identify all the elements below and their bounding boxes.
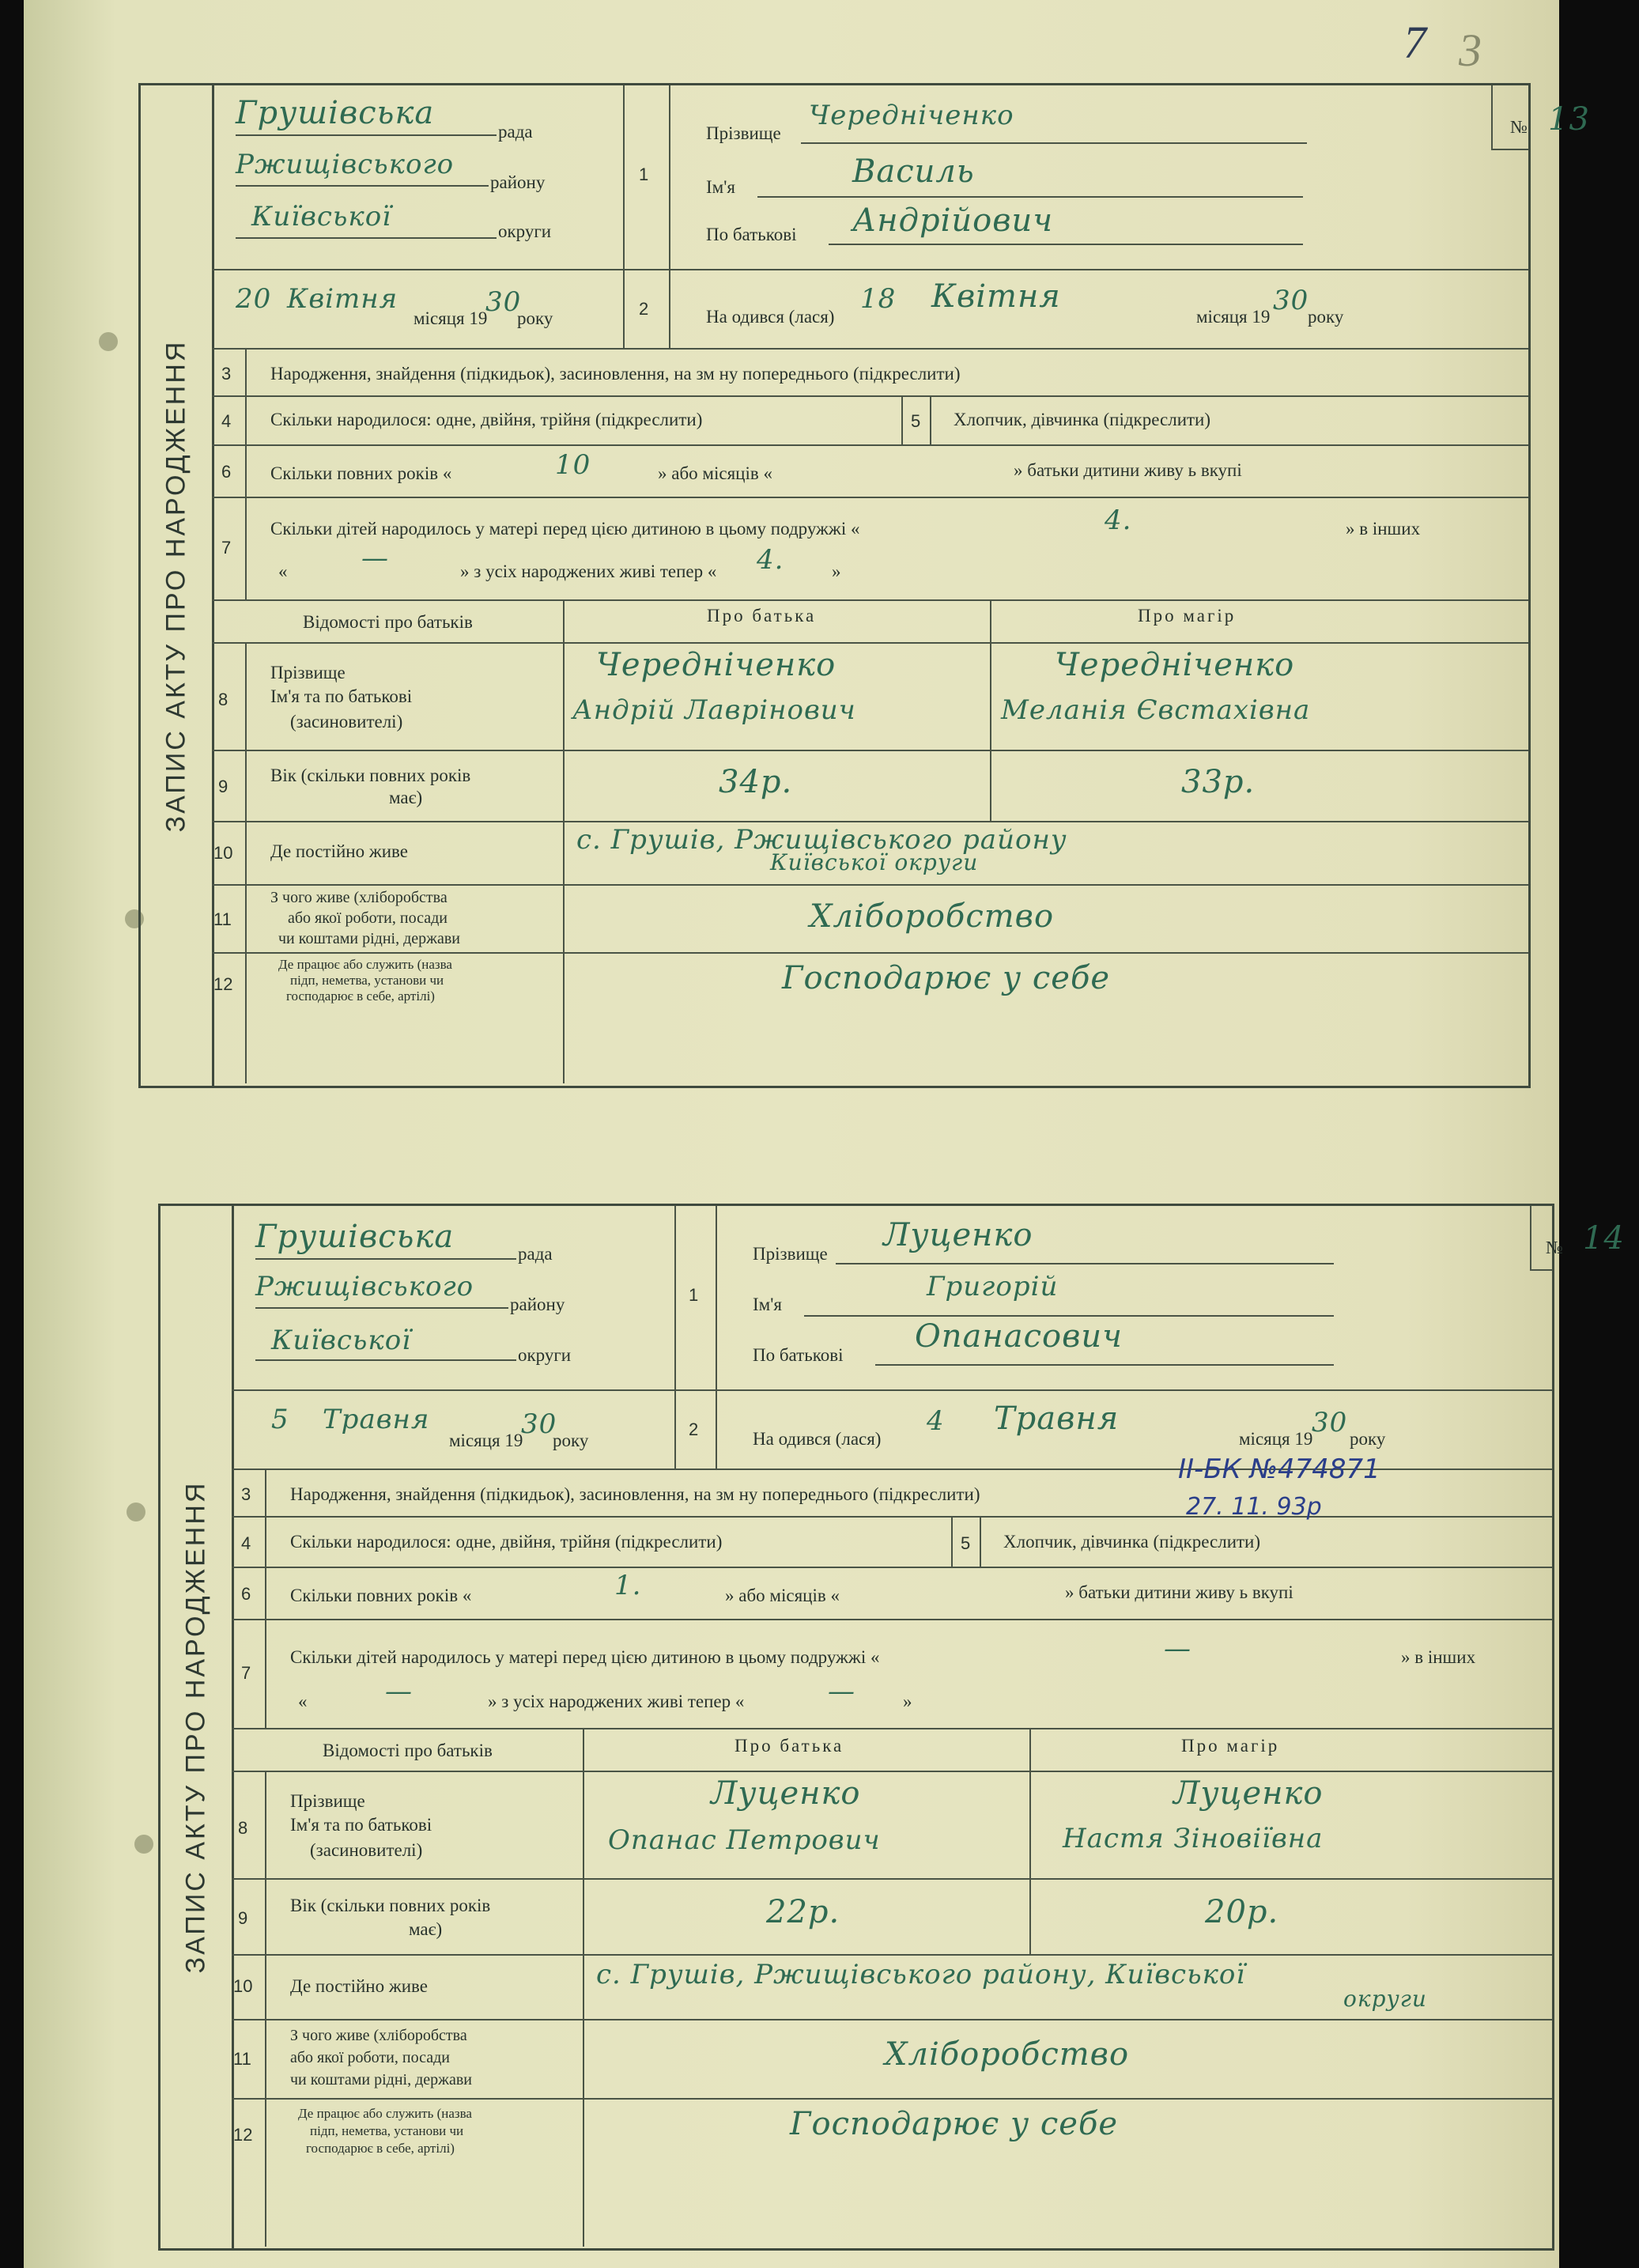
patronymic-label: По батькові <box>706 225 797 244</box>
binding-hole <box>127 1503 145 1521</box>
occupation: Хліборобство <box>885 2036 1130 2073</box>
surname-label: Прізвище <box>706 123 781 143</box>
rada-value: Грушівська <box>236 95 435 131</box>
name-label: Ім'я <box>706 177 735 197</box>
child-name: Василь <box>852 153 975 190</box>
certificate-stamp-date: 27. 11. 93р <box>1186 1493 1322 1521</box>
certificate-stamp-number: ІІ-БК №474871 <box>1178 1453 1380 1485</box>
years-together: 1. <box>614 1570 642 1601</box>
children-other: — <box>361 542 389 574</box>
residence: с. Грушів, Ржищівського району, Київської <box>596 1959 1246 1990</box>
father-name: Андрій Лаврінович <box>572 694 856 726</box>
workplace: Господарює у себе <box>790 2106 1119 2142</box>
record-number: 13 <box>1548 101 1590 138</box>
birth-month: Квітня <box>931 278 1061 315</box>
record-number: 14 <box>1583 1220 1625 1257</box>
record-dates-row: 20 Квітня місяця 19 30 року 2 На одився (лася) 18 Квітня місяця 19 30 року <box>212 269 1528 350</box>
record-side-title: ЗАПИС АКТУ ПРО НАРОДЖЕННЯ <box>141 85 214 1086</box>
birth-record-14: ЗАПИС АКТУ ПРО НАРОДЖЕННЯ Грушівська рада Ржищівського району Київської округи 1 Прізвище Луценко Ім'я Григорій По батькові Опанасович № 14 5 Травня місяця 19 30 року 2 На одився (лася) 4 Травня місяця 19 30 року 3 Народження, знайдення (підкидьок), засиновлення, на зм ну попереднього (підкреслити) 4 Скільки народилося: одне, двійня, трійня (підкреслити) 5 Хлопчик, дівчинка (підкреслити) 6 Скільки повних років « 1. » або місяців « » батьки дитини живу ь вкупі 7 Скільки дітей народилось у матері перед цією дитиною в цьому подружжі « — » в інших « — » з усіх народжених живі тепер « — » Відомості про батьків Про батька Про магір 8 Прізвище Ім'я та по батькові (засиновителі) Луценко Опанас Петрович Луценко Настя Зіновіївна 9 Вік (скільки повних років має) 22р. 20р. 10 Де постійно живе с. Грушів, Ржищівського району, Київської округи 11 З чого живе (хліборобства або якої роботи, посади чи коштами рідні, держави Хліборобство 12 Де працює або служить (назва підп, неметва, установи чи господарює в себе, артілі) Господарює у себе <box>158 1204 1554 2251</box>
number-label: № <box>1510 117 1528 137</box>
page-number-faint: 3 <box>1459 25 1482 76</box>
mother-surname: Чередніченко <box>1055 647 1295 683</box>
child-surname: Луценко <box>883 1217 1033 1253</box>
birth-day: 18 <box>860 283 897 315</box>
okruga-value: Київської <box>271 1325 412 1356</box>
parents-info-label: Відомості про батьків <box>303 612 473 632</box>
rada-value: Грушівська <box>255 1219 455 1255</box>
binding-hole <box>99 332 118 351</box>
record-header: Грушівська рада Ржищівського району Київської округи 1 Прізвище Луценко Ім'я Григорій По батькові Опанасович № 14 <box>232 1206 1552 1391</box>
rayon-label: району <box>490 172 546 192</box>
child-patronymic: Андрійович <box>852 202 1054 239</box>
father-surname: Луценко <box>711 1775 861 1812</box>
page-number: 7 <box>1403 17 1426 68</box>
alive-now: 4. <box>757 544 784 576</box>
birth-record-13: ЗАПИС АКТУ ПРО НАРОДЖЕННЯ Грушівська рада Ржищівського району Київської округи 1 Прізвище Чередніченко Ім'я Василь По батькові Андрійович № 13 20 Квітня місяця 19 30 року 2 На одився (лася) 18 Квітня місяця 19 30 року 3 Народження, знайдення (підкидьок), засиновлення, на зм ну попереднього (підкреслити) 4 Скільки народилося: одне, двійня, трійня (підкреслити) 5 Хлопчик, дівчинка (підкреслити) 6 Скільки повних років « 10 » або місяців « » батьки дитини живу ь вкупі 7 Скільки дітей народилось у матері перед цією дитиною в цьому подружжі « 4. » в інших « — » з усіх народжених живі тепер « 4. » Відомості про батьків Про батька Про магір 8 Прізвище Ім'я та по батькові (засиновителі) Чередніченко Андрій Лаврінович Чередніченко Меланія Євстахівна 9 Вік (скільки повних років має) 34р. 33р. 10 Де постійно живе с. Грушів, Ржищівського району Київської округи 11 З чого живе (хліборобства або якої роботи, посади чи коштами рідні, держави Хліборобство 12 Де працює або служить (назва підп, неметва, установи чи господарює в себе, артілі) Господарює у себе <box>138 83 1531 1088</box>
mother-name: Настя Зіновіївна <box>1063 1823 1324 1854</box>
mother-name: Меланія Євстахівна <box>1001 694 1311 726</box>
father-age: 22р. <box>766 1894 840 1930</box>
okruga-value: Київської <box>251 201 392 232</box>
father-age: 34р. <box>719 764 793 800</box>
child-name: Григорій <box>927 1271 1059 1302</box>
birth-day: 4 <box>927 1405 945 1437</box>
father-name: Опанас Петрович <box>608 1824 881 1856</box>
okruga-label: округи <box>498 221 552 241</box>
rayon-value: Ржищівського <box>255 1271 474 1302</box>
reg-month: Квітня <box>287 283 398 315</box>
father-surname: Чередніченко <box>596 647 836 683</box>
rayon-value: Ржищівського <box>236 149 455 180</box>
birth-month: Травня <box>994 1400 1120 1437</box>
mother-surname: Луценко <box>1173 1775 1324 1812</box>
child-patronymic: Опанасович <box>915 1318 1124 1355</box>
years-together: 10 <box>555 449 591 481</box>
record-header: Грушівська рада Ржищівського району Київської округи 1 Прізвище Чередніченко Ім'я Василь По батькові Андрійович № 13 <box>212 85 1528 270</box>
reg-day: 20 <box>236 283 272 315</box>
children-before: 4. <box>1105 505 1132 536</box>
residence: с. Грушів, Ржищівського району <box>576 824 1067 856</box>
mother-age: 20р. <box>1205 1894 1279 1930</box>
mother-age: 33р. <box>1181 764 1256 800</box>
rada-label: рада <box>498 122 533 142</box>
record-side-title: ЗАПИС АКТУ ПРО НАРОДЖЕННЯ <box>161 1206 234 2248</box>
child-surname: Чередніченко <box>809 100 1014 131</box>
occupation: Хліборобство <box>810 898 1055 935</box>
birth-date-label: На одився (лася) <box>706 307 835 327</box>
binding-hole <box>134 1835 153 1854</box>
workplace: Господарює у себе <box>782 960 1111 996</box>
